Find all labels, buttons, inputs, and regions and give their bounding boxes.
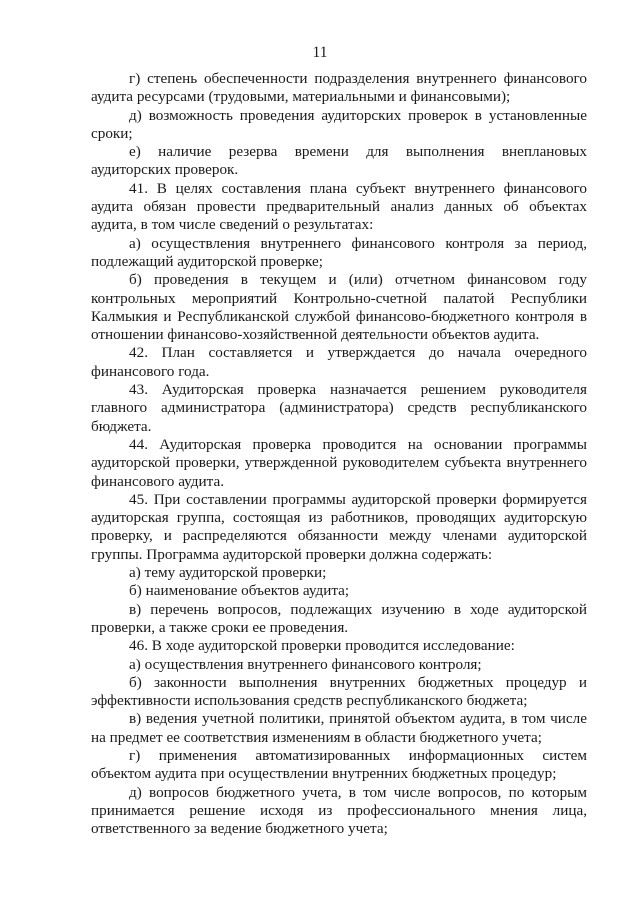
paragraph-46: 46. В ходе аудиторской проверки проводится исследование: — [129, 637, 515, 655]
paragraph-45-a: а) тему аудиторской проверки; — [129, 564, 327, 582]
paragraph-g-staffing: г) степень обеспеченности подразделения внутреннего финансового аудита ресурсами (трудовыми, материальными и финансовыми); — [91, 70, 587, 106]
paragraph-41-a: а) осуществления внутреннего финансового контроля за период, подлежащий аудиторской проверке; — [91, 234, 587, 270]
paragraph-45-b: б) наименование объектов аудита; — [129, 582, 350, 600]
paragraph-45: 45. При составлении программы аудиторской проверки формируется аудиторская группа, состоящая из работников, проводящих аудиторскую проверку, и распределяются обязанности между членами аудиторской группы. Программа аудиторской проверки должна содержать: — [91, 490, 587, 563]
paragraph-46-v: в) ведения учетной политики, принятой объектом аудита, в том числе на предмет ее соответствия изменениям в области бюджетного учета; — [91, 710, 587, 746]
paragraph-41: 41. В целях составления плана субъект внутреннего финансового аудита обязан провести предварительный анализ данных об объектах аудита, в том числе сведений о результатах: — [91, 179, 587, 234]
paragraph-46-g: г) применения автоматизированных информационных систем объектом аудита при осуществлении внутренних бюджетных процедур; — [91, 746, 587, 783]
paragraph-42: 42. План составляется и утверждается до начала очередного финансового года. — [91, 344, 587, 380]
paragraph-46-d: д) вопросов бюджетного учета, в том числе вопросов, по которым принимается решение исходя из профессионального мнения лица, ответственного за ведение бюджетного учета; — [91, 783, 587, 838]
paragraph-46-b: б) законности выполнения внутренних бюджетных процедур и эффективности использования средств республиканского бюджета; — [91, 673, 587, 710]
paragraph-43: 43. Аудиторская проверка назначается решением руководителя главного администратора (администратора) средств республиканского бюджета. — [91, 381, 587, 435]
document-body — [91, 70, 587, 838]
paragraph-44: 44. Аудиторская проверка проводится на основании программы аудиторской проверки, утвержденной руководителем субъекта внутреннего финансового аудита. — [91, 435, 587, 490]
paragraph-d-audit-possibility: д) возможность проведения аудиторских проверок в установленные сроки; — [91, 106, 587, 142]
paragraph-41-b: б) проведения в текущем и (или) отчетном финансовом году контрольных мероприятий Контрольно-счетной палатой Республики Калмыкия и Республиканской службой финансово-бюджетного контроля в отношении финансово-хозяйственной деятельности объектов аудита. — [91, 271, 587, 344]
paragraph-e-time-reserve: е) наличие резерва времени для выполнения внеплановых аудиторских проверок. — [91, 143, 587, 179]
paragraph-46-a: а) осуществления внутреннего финансового контроля; — [129, 655, 482, 673]
page-number: 11 — [312, 44, 328, 61]
paragraph-45-v: в) перечень вопросов, подлежащих изучению в ходе аудиторской проверки, а также сроки ее проведения. — [91, 600, 587, 636]
